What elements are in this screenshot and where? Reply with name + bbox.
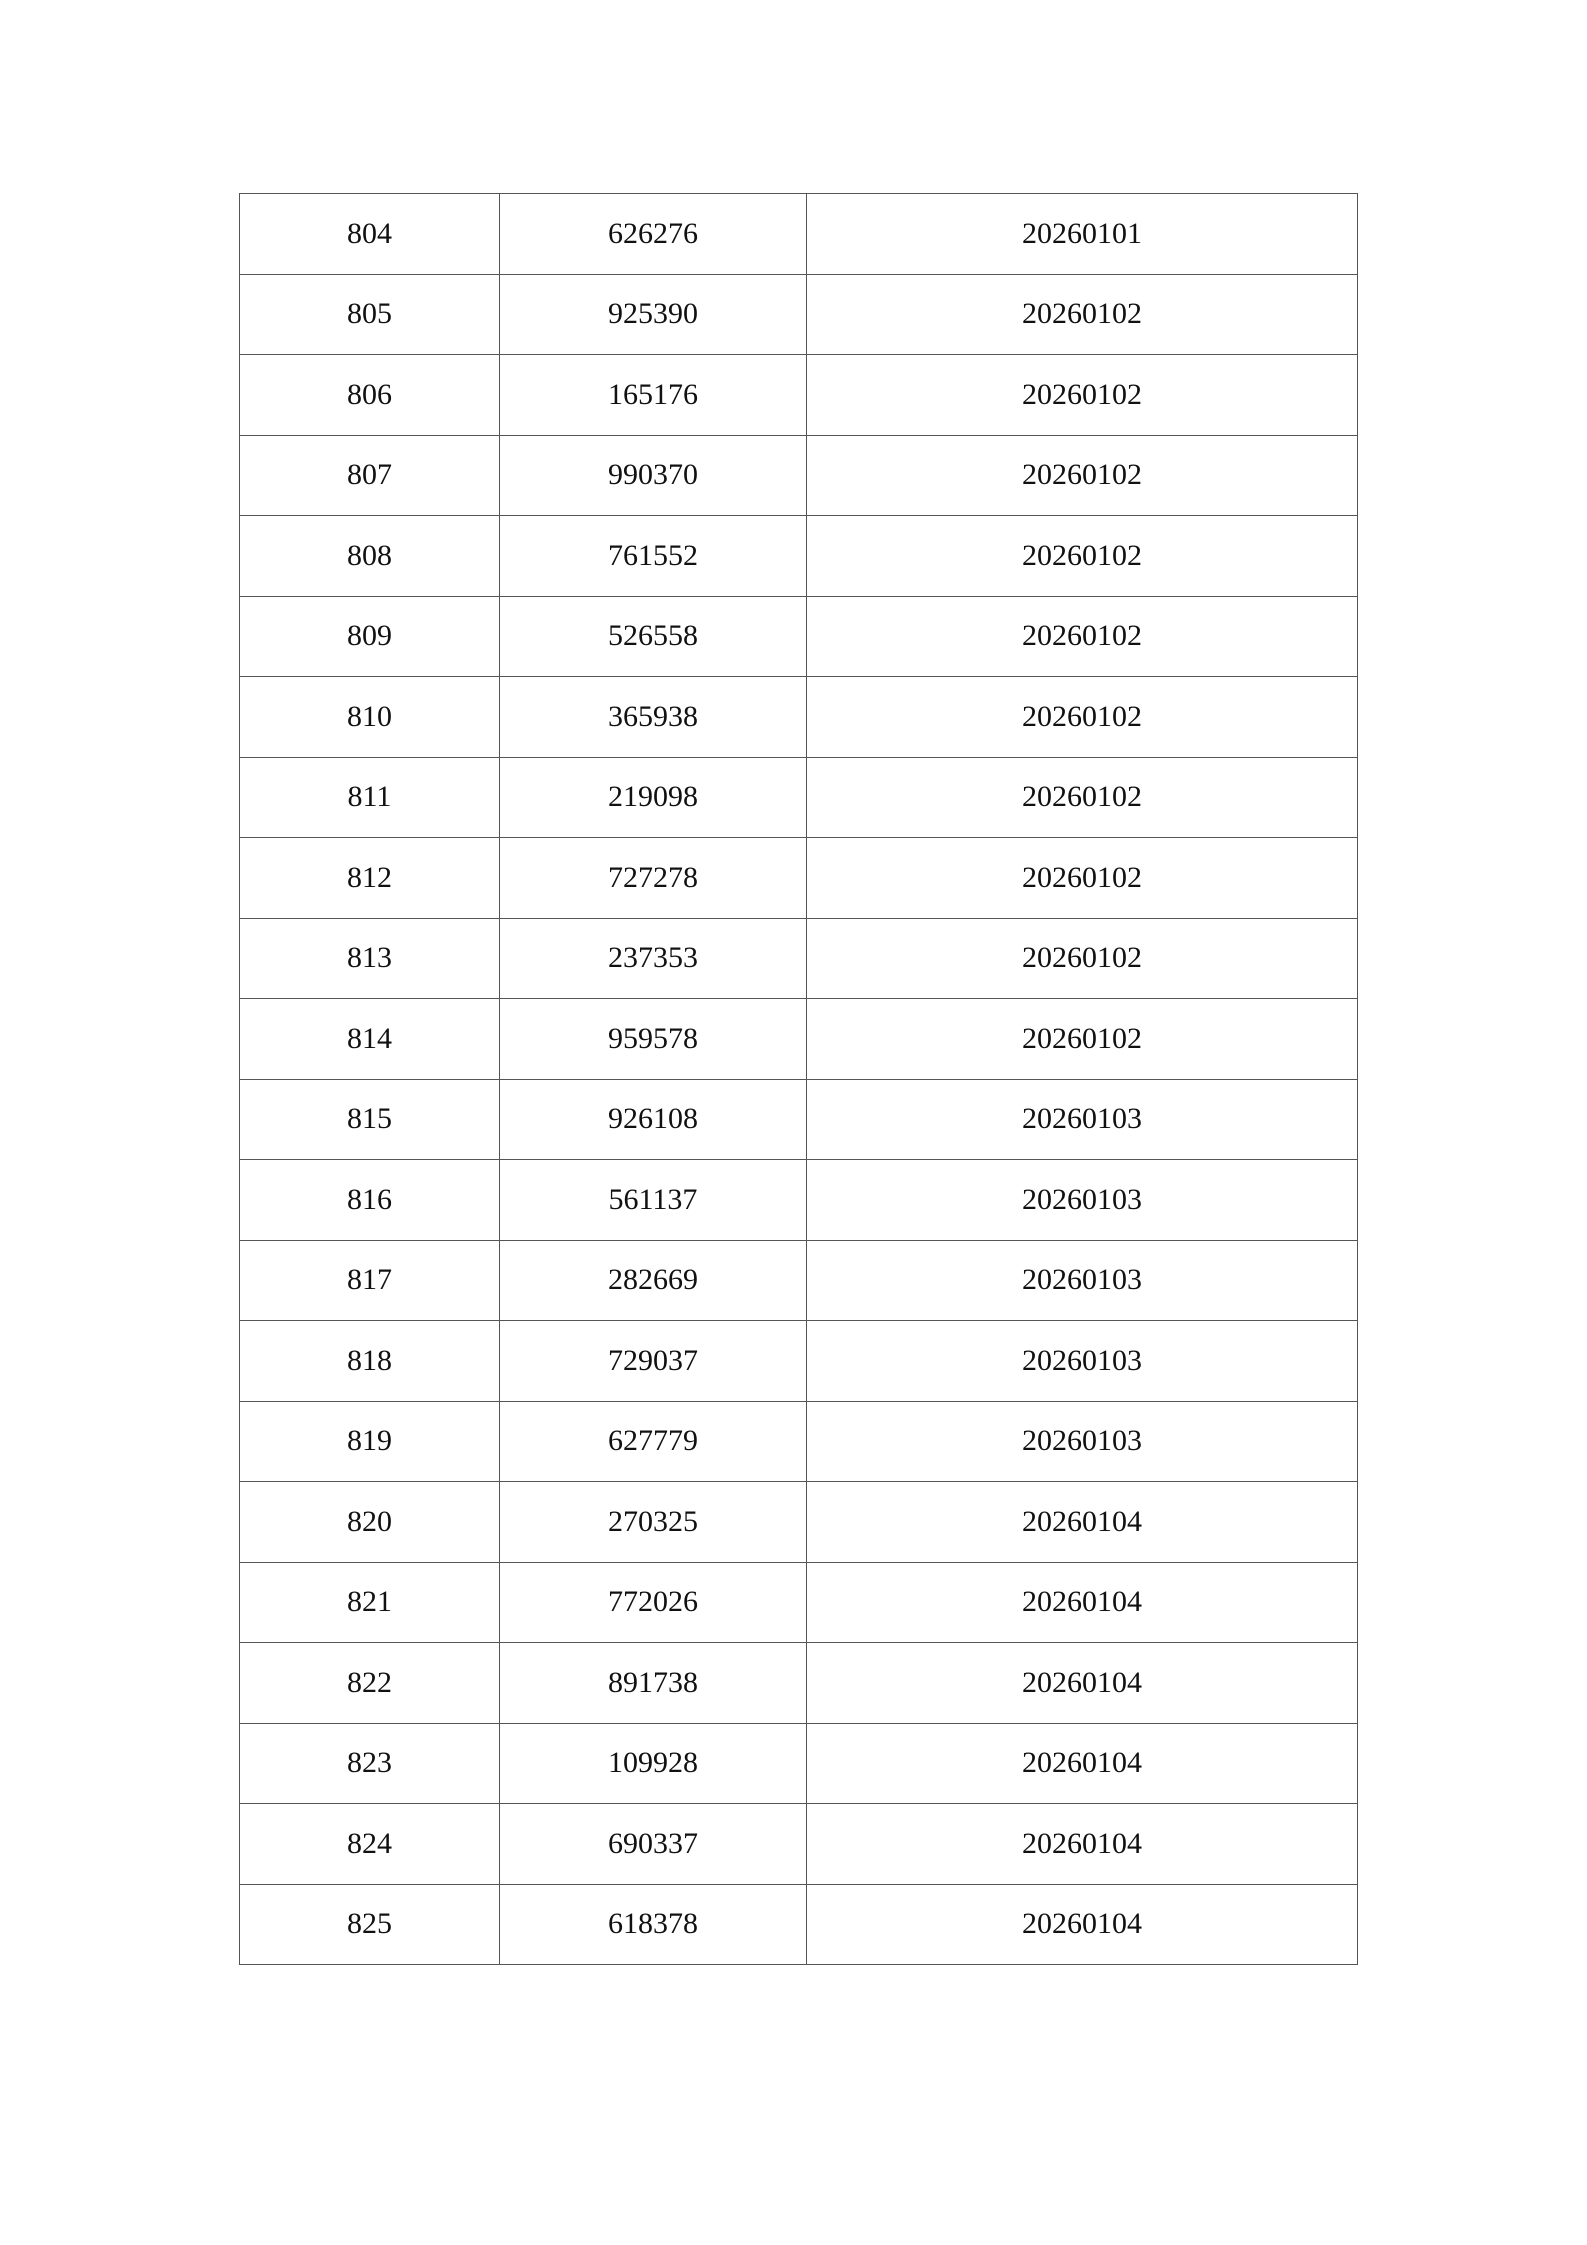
table-cell-code: 926108 xyxy=(500,1079,807,1160)
table-body xyxy=(240,194,1358,1965)
table-cell-code: 526558 xyxy=(500,596,807,677)
table-cell-index: 813 xyxy=(240,918,500,999)
table-cell-date: 20260102 xyxy=(807,918,1358,999)
table-cell-index: 821 xyxy=(240,1562,500,1643)
table-cell-code: 690337 xyxy=(500,1804,807,1885)
table-cell-code: 219098 xyxy=(500,757,807,838)
table-cell-code: 772026 xyxy=(500,1562,807,1643)
table-row xyxy=(240,918,1358,999)
table-cell-code: 627779 xyxy=(500,1401,807,1482)
table-row xyxy=(240,1240,1358,1321)
table-row xyxy=(240,1321,1358,1402)
table-cell-code: 282669 xyxy=(500,1240,807,1321)
table-cell-date: 20260102 xyxy=(807,757,1358,838)
table-cell-date: 20260102 xyxy=(807,838,1358,919)
table-cell-index: 809 xyxy=(240,596,500,677)
table-row xyxy=(240,596,1358,677)
table-cell-date: 20260102 xyxy=(807,999,1358,1080)
table-cell-index: 822 xyxy=(240,1643,500,1724)
table-row xyxy=(240,1079,1358,1160)
table-cell-index: 818 xyxy=(240,1321,500,1402)
table-cell-code: 891738 xyxy=(500,1643,807,1724)
table-cell-index: 819 xyxy=(240,1401,500,1482)
table-row xyxy=(240,355,1358,436)
table-cell-index: 823 xyxy=(240,1723,500,1804)
table-row xyxy=(240,1723,1358,1804)
table-cell-index: 825 xyxy=(240,1884,500,1965)
data-table xyxy=(239,193,1358,1965)
table-cell-date: 20260102 xyxy=(807,596,1358,677)
table-cell-code: 109928 xyxy=(500,1723,807,1804)
table-cell-date: 20260103 xyxy=(807,1079,1358,1160)
table-cell-index: 806 xyxy=(240,355,500,436)
table-cell-index: 812 xyxy=(240,838,500,919)
table-cell-date: 20260102 xyxy=(807,435,1358,516)
table-cell-index: 816 xyxy=(240,1160,500,1241)
table-cell-code: 270325 xyxy=(500,1482,807,1563)
table-cell-index: 820 xyxy=(240,1482,500,1563)
table-row xyxy=(240,677,1358,758)
table-row xyxy=(240,435,1358,516)
table-row xyxy=(240,274,1358,355)
table-cell-date: 20260104 xyxy=(807,1723,1358,1804)
table-cell-date: 20260102 xyxy=(807,677,1358,758)
table-cell-date: 20260101 xyxy=(807,194,1358,275)
table-row xyxy=(240,838,1358,919)
table-cell-index: 811 xyxy=(240,757,500,838)
table-cell-index: 817 xyxy=(240,1240,500,1321)
table-cell-date: 20260104 xyxy=(807,1643,1358,1724)
table-cell-date: 20260104 xyxy=(807,1804,1358,1885)
table-cell-date: 20260103 xyxy=(807,1401,1358,1482)
table-cell-code: 990370 xyxy=(500,435,807,516)
table-cell-code: 365938 xyxy=(500,677,807,758)
table-cell-index: 814 xyxy=(240,999,500,1080)
table-cell-code: 626276 xyxy=(500,194,807,275)
table-row xyxy=(240,757,1358,838)
table-row xyxy=(240,1643,1358,1724)
table-cell-date: 20260102 xyxy=(807,516,1358,597)
table-cell-date: 20260103 xyxy=(807,1321,1358,1402)
table-cell-date: 20260103 xyxy=(807,1240,1358,1321)
table-cell-code: 165176 xyxy=(500,355,807,436)
table-cell-index: 807 xyxy=(240,435,500,516)
table-row xyxy=(240,1562,1358,1643)
table-cell-index: 815 xyxy=(240,1079,500,1160)
table-cell-date: 20260104 xyxy=(807,1884,1358,1965)
table-cell-code: 618378 xyxy=(500,1884,807,1965)
table-cell-code: 925390 xyxy=(500,274,807,355)
table-cell-index: 805 xyxy=(240,274,500,355)
table-cell-code: 729037 xyxy=(500,1321,807,1402)
table-row xyxy=(240,516,1358,597)
table-cell-code: 727278 xyxy=(500,838,807,919)
table-cell-date: 20260102 xyxy=(807,274,1358,355)
table-cell-code: 237353 xyxy=(500,918,807,999)
table-cell-index: 824 xyxy=(240,1804,500,1885)
table-cell-index: 810 xyxy=(240,677,500,758)
table-row xyxy=(240,194,1358,275)
table-row xyxy=(240,1884,1358,1965)
table-row xyxy=(240,1401,1358,1482)
table-cell-code: 761552 xyxy=(500,516,807,597)
table-cell-code: 959578 xyxy=(500,999,807,1080)
table-row xyxy=(240,999,1358,1080)
table-cell-date: 20260103 xyxy=(807,1160,1358,1241)
table-row xyxy=(240,1804,1358,1885)
table-cell-date: 20260102 xyxy=(807,355,1358,436)
table-row xyxy=(240,1160,1358,1241)
table-cell-index: 808 xyxy=(240,516,500,597)
table-cell-index: 804 xyxy=(240,194,500,275)
table-cell-date: 20260104 xyxy=(807,1562,1358,1643)
table-cell-date: 20260104 xyxy=(807,1482,1358,1563)
table-row xyxy=(240,1482,1358,1563)
table-cell-code: 561137 xyxy=(500,1160,807,1241)
